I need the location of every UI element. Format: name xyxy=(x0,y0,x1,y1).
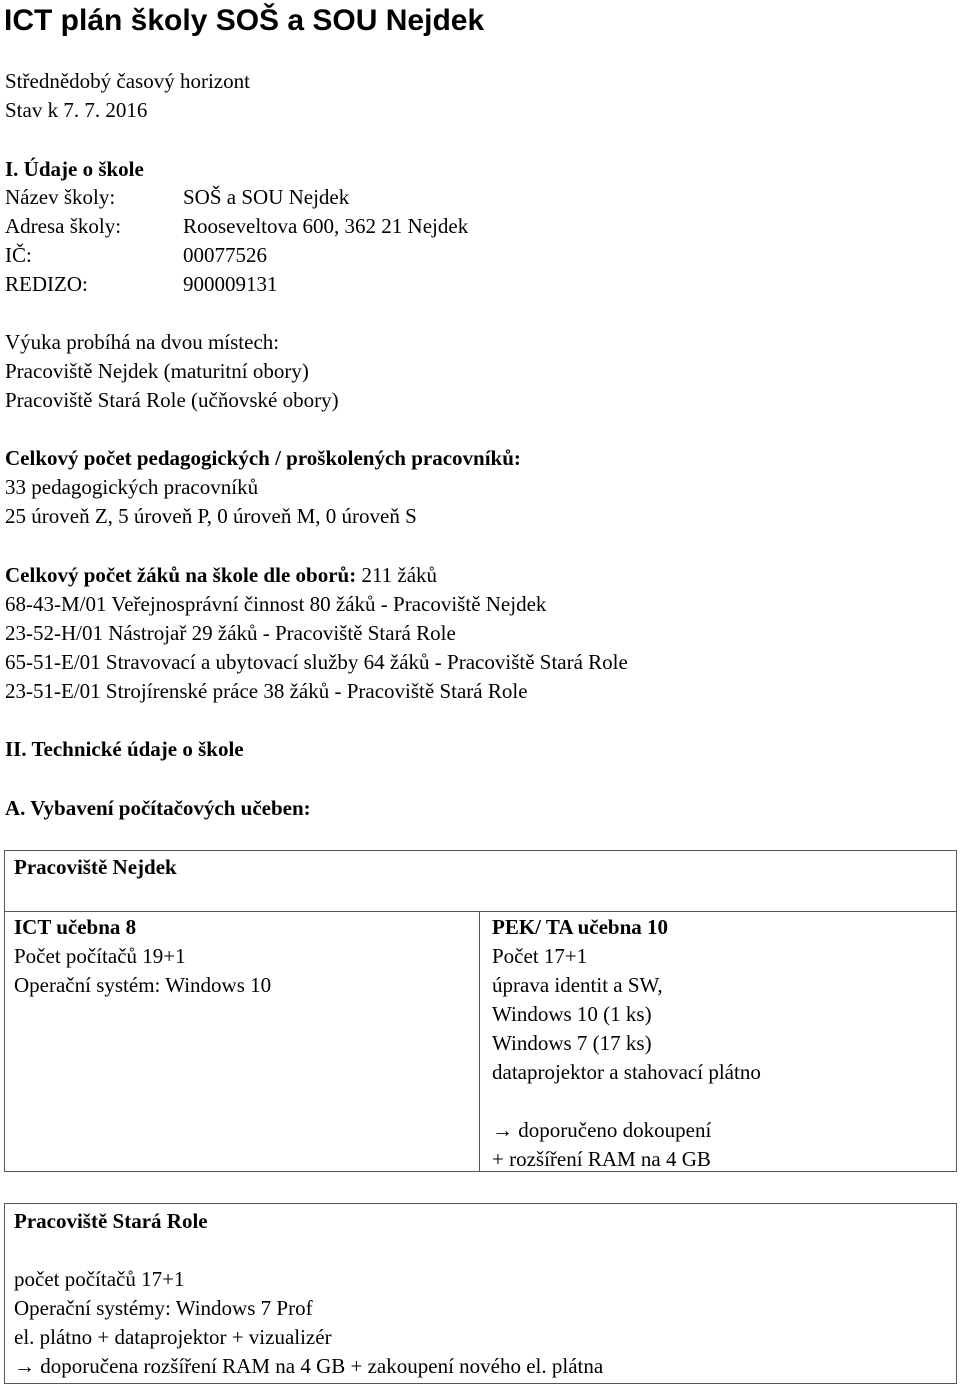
section2-heading: II. Technické údaje o škole xyxy=(5,737,244,761)
nejdek-title: Pracoviště Nejdek xyxy=(14,855,177,879)
detail-line: počet počítačů 17+1 xyxy=(14,1267,185,1291)
field-value: 00077526 xyxy=(183,243,267,267)
column-divider xyxy=(479,911,480,1171)
recommendation-line: → doporučeno dokoupení xyxy=(492,1118,712,1142)
staff-count: 33 pedagogických pracovníků xyxy=(5,475,259,499)
classroom-line: Operační systém: Windows 10 xyxy=(14,973,272,997)
field-value: 900009131 xyxy=(183,272,278,296)
classroom-line: Počet 17+1 xyxy=(492,944,588,968)
students-heading: Celkový počet žáků na škole dle oborů: xyxy=(5,563,357,587)
field-label: IČ: xyxy=(5,243,32,267)
classroom-line: Windows 10 (1 ks) xyxy=(492,1002,652,1026)
pek-ta-classroom-10 xyxy=(492,913,761,1174)
field-label: REDIZO: xyxy=(5,272,88,296)
status-date: Stav k 7. 7. 2016 xyxy=(5,98,148,122)
page-title: ICT plán školy SOŠ a SOU Nejdek xyxy=(4,4,485,37)
section1-heading: I. Údaje o škole xyxy=(5,157,144,181)
location-item: Pracoviště Stará Role (učňovské obory) xyxy=(5,388,339,412)
field-value: SOŠ a SOU Nejdek xyxy=(183,185,350,209)
students-total: 211 žáků xyxy=(356,563,438,587)
recommendation-line: → doporučena rozšíření RAM na 4 GB + zakoupení nového el. plátna xyxy=(14,1354,604,1378)
field-redizo xyxy=(5,270,278,298)
divider xyxy=(5,911,956,912)
horizon-text: Střednědobý časový horizont xyxy=(5,69,250,93)
field-school-name xyxy=(5,183,349,211)
ict-classroom-8 xyxy=(14,913,271,1000)
staff-heading: Celkový počet pedagogických / proškolených pracovníků: xyxy=(5,446,521,470)
classroom-line: dataprojektor a stahovací plátno xyxy=(492,1060,761,1084)
detail-line: el. plátno + dataprojektor + vizualizér xyxy=(14,1325,332,1349)
program-item: 68-43-M/01 Veřejnosprávní činnost 80 žáků - Pracoviště Nejdek xyxy=(5,592,547,616)
program-item: 23-52-H/01 Nástrojař 29 žáků - Pracoviště Stará Role xyxy=(5,621,456,645)
field-address xyxy=(5,212,468,240)
stara-role-title: Pracoviště Stará Role xyxy=(14,1209,208,1233)
classroom-line: Windows 7 (17 ks) xyxy=(492,1031,652,1055)
detail-line: Operační systémy: Windows 7 Prof xyxy=(14,1296,313,1320)
field-label: Název školy: xyxy=(5,185,116,209)
program-item: 23-51-E/01 Strojírenské práce 38 žáků - Pracoviště Stará Role xyxy=(5,679,528,703)
location-item: Pracoviště Nejdek (maturitní obory) xyxy=(5,359,309,383)
stara-role-box xyxy=(4,1203,957,1384)
stara-role-details xyxy=(14,1265,603,1381)
classroom-title: PEK/ TA učebna 10 xyxy=(492,915,669,939)
program-item: 65-51-E/01 Stravovací a ubytovací služby 64 žáků - Pracoviště Stará Role xyxy=(5,650,628,674)
students-line xyxy=(5,561,437,589)
nejdek-box xyxy=(4,850,957,1172)
classroom-line: Počet počítačů 19+1 xyxy=(14,944,186,968)
classroom-line: úprava identit a SW, xyxy=(492,973,663,997)
field-label: Adresa školy: xyxy=(5,214,122,238)
classroom-title: ICT učebna 8 xyxy=(14,915,137,939)
section2-subheading: A. Vybavení počítačových učeben: xyxy=(5,796,311,820)
staff-levels: 25 úroveň Z, 5 úroveň P, 0 úroveň M, 0 úroveň S xyxy=(5,504,417,528)
field-ico xyxy=(5,241,267,269)
recommendation-line: + rozšíření RAM na 4 GB xyxy=(492,1147,711,1171)
locations-intro: Výuka probíhá na dvou místech: xyxy=(5,330,280,354)
field-value: Rooseveltova 600, 362 21 Nejdek xyxy=(183,214,469,238)
